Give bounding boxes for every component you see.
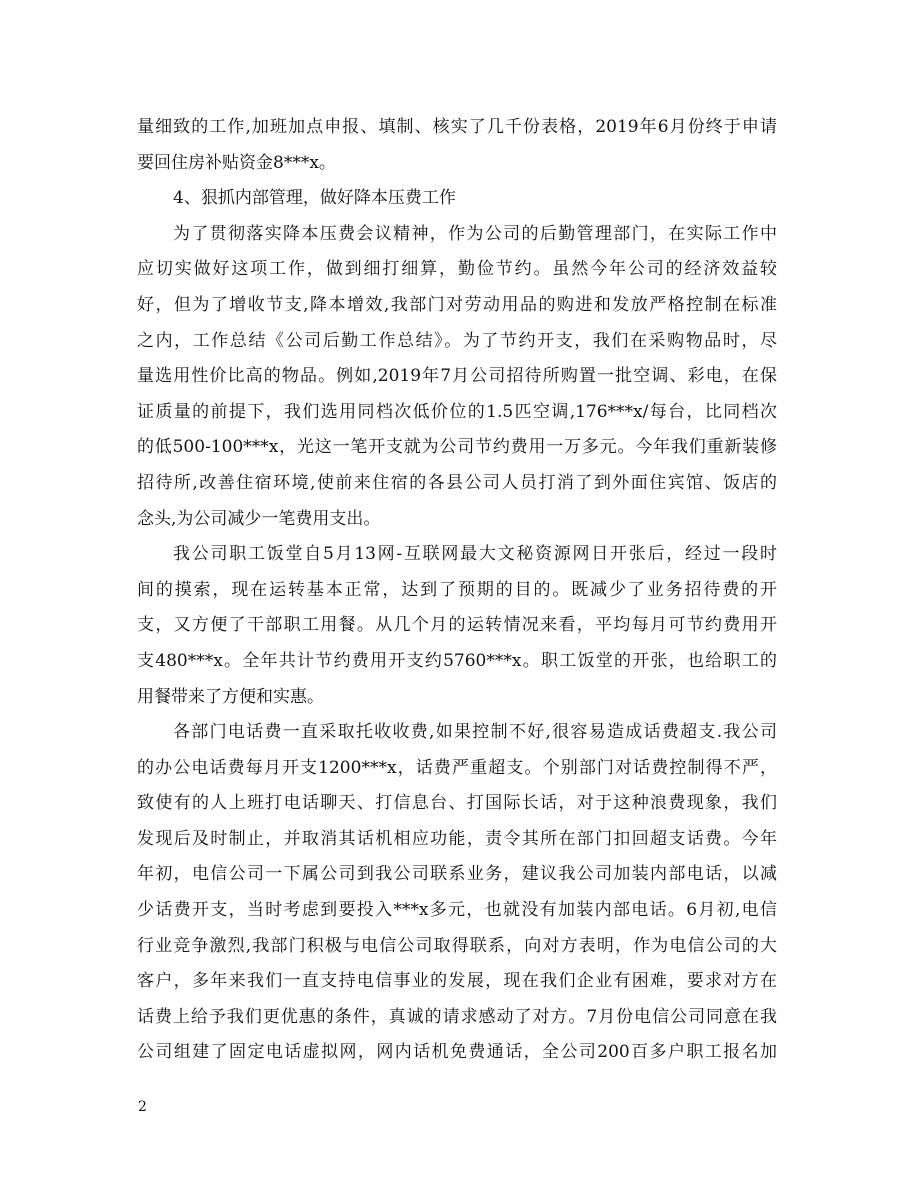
text-line: 证质量的前提下，我们选用同档次低价位的1.5匹空调,176***x/每台，比同档次 (137, 401, 777, 422)
text-line: 4、狠抓内部管理，做好降本压费工作 (173, 188, 456, 209)
text-line: 少话费开支，当时考虑到要投入***x多元，也就没有加装内部电话。6月初,电信 (137, 900, 777, 921)
text-line: 量选用性价比高的物品。例如,2019年7月公司招待所购置一批空调、彩电，在保 (137, 366, 777, 387)
text-line: 的办公电话费每月开支1200***x，话费严重超支。个别部门对话费控制得不严， (137, 757, 777, 778)
text-line: 发现后及时制止，并取消其话机相应功能，责令其所在部门扣回超支话费。今年 (137, 828, 777, 849)
text-line: 年初，电信公司一下属公司到我公司联系业务，建议我公司加装内部电话，以减 (137, 864, 777, 885)
text-line: 之内，工作总结《公司后勤工作总结》。为了节约开支，我们在采购物品时，尽 (137, 330, 777, 351)
text-line: 量细致的工作,加班加点申报、填制、核实了几千份表格，2019年6月份终于申请 (137, 117, 777, 137)
text-line: 各部门电话费一直采取托收收费,如果控制不好,很容易造成话费超支.我公司 (173, 722, 777, 743)
text-line: 的低500-100***x，光这一笔开支就为公司节约费用一万多元。今年我们重新装修 (137, 437, 777, 458)
text-line: 用餐带来了方便和实惠。 (137, 686, 324, 707)
text-line: 支，又方便了干部职工用餐。从几个月的运转情况来看，平均每月可节约费用开 (137, 615, 777, 636)
text-line: 招待所,改善住宿环境,使前来住宿的各县公司人员打消了到外面住宾馆、饭店的 (137, 472, 777, 493)
text-line: 应切实做好这项工作，做到细打细算，勤俭节约。虽然今年公司的经济效益较 (137, 259, 777, 280)
document-body (137, 110, 777, 1071)
text-line: 念头,为公司减少一笔费用支出。 (137, 508, 381, 529)
text-line: 好，但为了增收节支,降本增效,我部门对劳动用品的购进和发放严格控制在标准 (137, 294, 777, 315)
page-number: 2 (138, 1099, 147, 1115)
text-line: 客户，多年来我们一直支持电信事业的发展，现在我们企业有困难，要求对方在 (137, 971, 777, 992)
text-line: 支480***x。全年共计节约费用开支约5760***x。职工饭堂的开张，也给职工的 (137, 650, 777, 671)
text-line: 公司组建了固定电话虚拟网，网内话机免费通话，全公司200百多户职工报名加 (137, 1042, 777, 1063)
text-line: 为了贯彻落实降本压费会议精神，作为公司的后勤管理部门，在实际工作中 (173, 223, 777, 244)
text-line: 我公司职工饭堂自5月13网-互联网最大文秘资源网日开张后，经过一段时 (173, 544, 777, 565)
text-line: 致使有的人上班打电话聊天、打信息台、打国际长话，对于这种浪费现象，我们 (137, 793, 777, 814)
text-line: 要回住房补贴资金8***x。 (137, 152, 336, 173)
text-line: 间的摸索，现在运转基本正常，达到了预期的目的。既减少了业务招待费的开 (137, 579, 777, 600)
text-line: 行业竞争激烈,我部门积极与电信公司取得联系，向对方表明，作为电信公司的大 (137, 935, 777, 956)
text-line: 话费上给予我们更优惠的条件，真诚的请求感动了对方。7月份电信公司同意在我 (137, 1006, 777, 1027)
